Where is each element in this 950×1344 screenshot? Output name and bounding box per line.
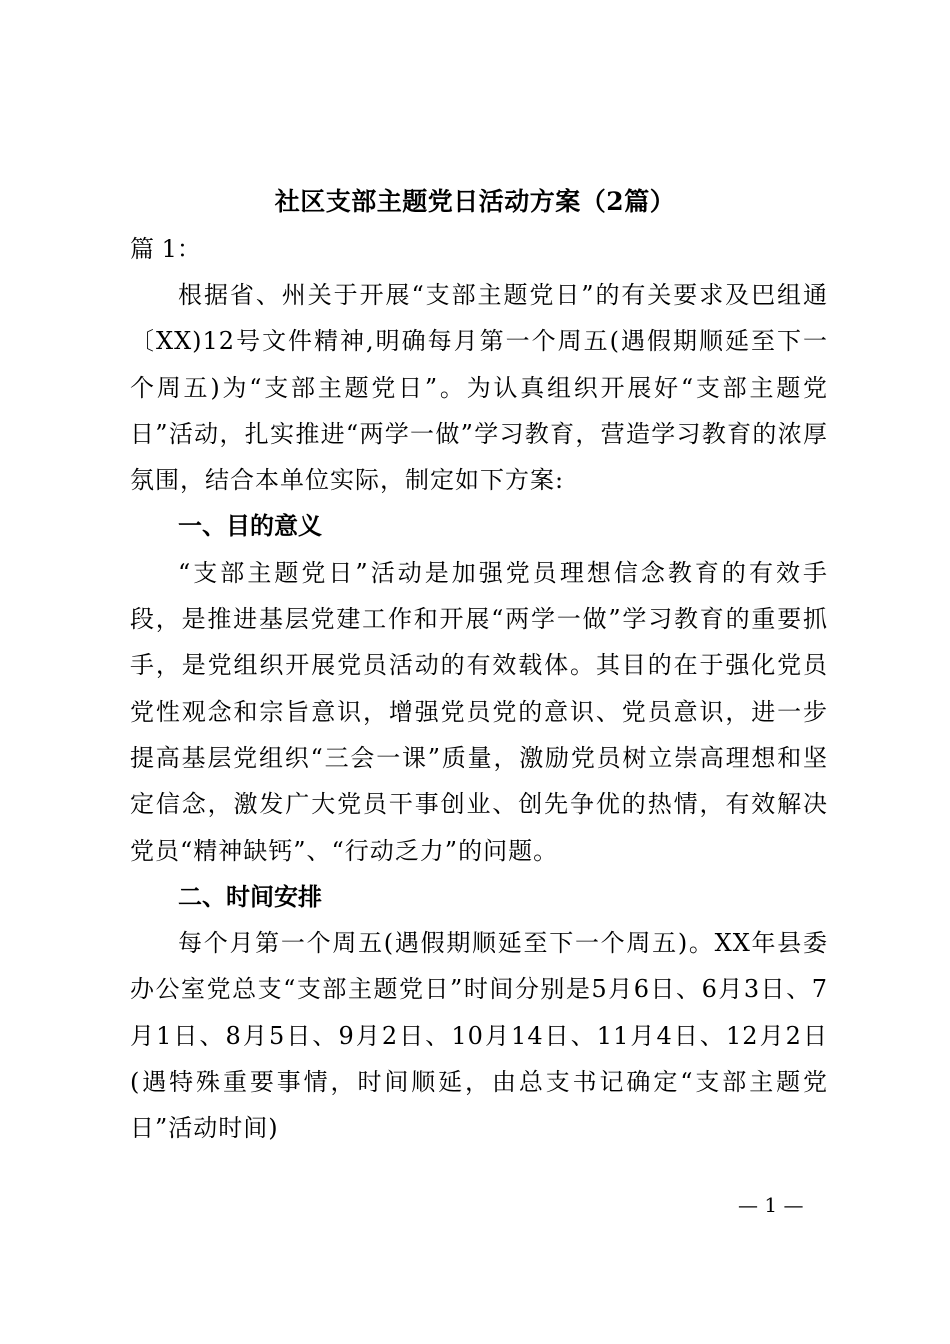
part-label: 篇 1： [130,235,201,263]
document-title: 社区支部主题党日活动方案（2篇） [274,187,676,216]
section-paragraph-schedule: 每个月第一个周五(遇假期顺延至下一个周五)。XX年县委办公室党总支“支部主题党日”时间分别是5月6日、6月3日、7月1日、8月5日、9月2日、10月14日、11月4日、12月2日(遇特殊重要事情，时间顺延，由总支书记确定“支部主题党日”活动时间) [130,929,828,1143]
page-number: — 1 — [738,1193,804,1217]
section-paragraph-purpose: “支部主题党日”活动是加强党员理想信念教育的有效手段，是推进基层党建工作和开展“两学一做”学习教育的重要抓手，是党组织开展党员活动的有效载体。其目的在于强化党员党性观念和宗旨意识，增强党员党的意识、党员意识，进一步提高基层党组织“三会一课”质量，激励党员树立崇高理想和坚定信念，激发广大党员干事创业、创先争优的热情，有效解决党员“精神缺钙”、“行动乏力”的问题。 [130,558,828,865]
intro-paragraph: 根据省、州关于开展“支部主题党日”的有关要求及巴组通〔XX)12号文件精神,明确每月第一个周五(遇假期顺延至下一个周五)为“支部主题党日”。为认真组织开展好“支部主题党日”活动，扎实推进“两学一做”学习教育，营造学习教育的浓厚氛围，结合本单位实际，制定如下方案: [130,281,828,495]
section-heading-schedule: 二、时间安排 [178,882,322,911]
document-body [130,272,828,1152]
section-heading-purpose: 一、目的意义 [178,512,322,541]
